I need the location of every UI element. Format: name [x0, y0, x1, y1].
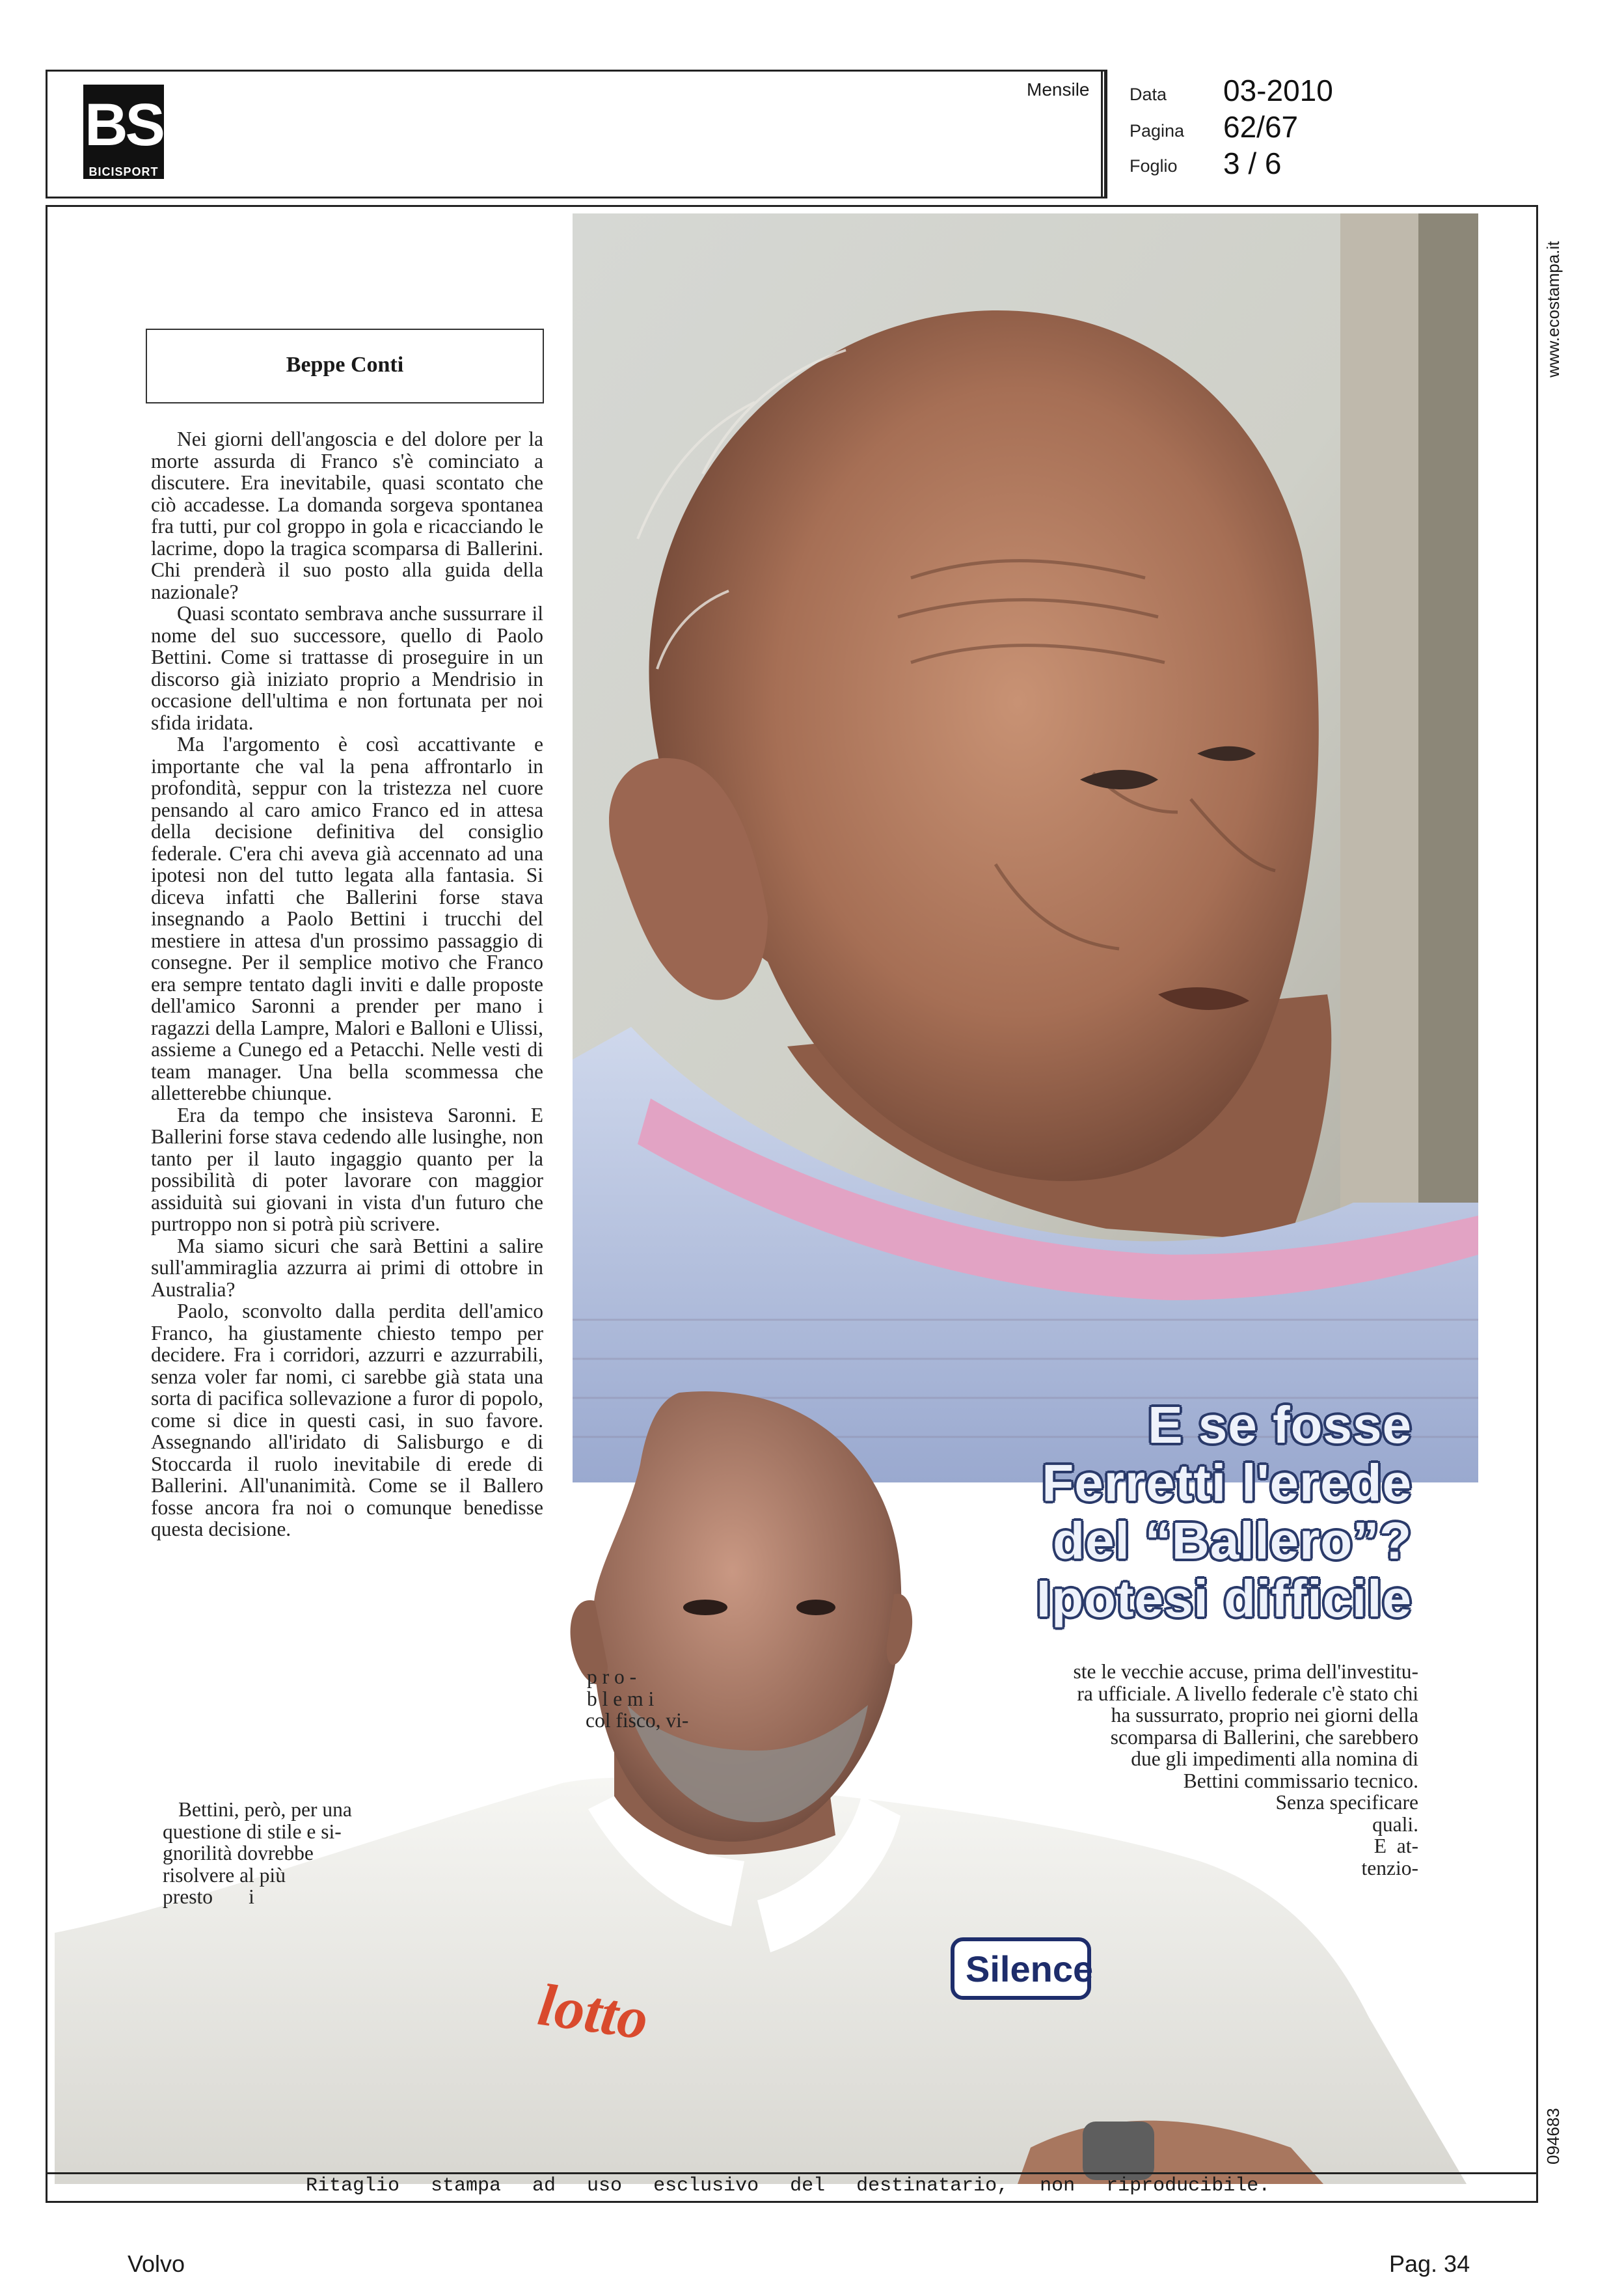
page-label: Pagina: [1130, 121, 1185, 141]
col3-line-9: E at-: [1374, 1835, 1418, 1857]
headline-line-3: del “Ballero”?: [1053, 1512, 1412, 1570]
col3-line-10: tenzio-: [1361, 1856, 1418, 1879]
col3-line-6: Bettini commissario tecnico.: [1183, 1769, 1418, 1792]
article-headline: [911, 1396, 1412, 1628]
logo-text: BS: [85, 92, 163, 158]
publication-logo: [83, 85, 164, 179]
author-name: Beppe Conti: [286, 353, 404, 377]
headline-line-1: E se fosse: [1148, 1396, 1412, 1454]
col2-line-2: b l e m i: [587, 1687, 655, 1710]
shirt-brand-logo: lotto: [534, 1971, 653, 2053]
col3-line-5: due gli impedimenti alla nomina di: [1131, 1747, 1418, 1770]
article-column-3: [1002, 1661, 1418, 1879]
col3-line-2: ra ufficiale. A livello federale c'è stato chi: [1077, 1682, 1418, 1705]
portrait-illustration: [573, 213, 1478, 1482]
website-label: www.ecostampa.it: [1543, 241, 1563, 377]
author-box: [146, 329, 544, 403]
tail-line-5: presto i: [163, 1885, 254, 1908]
col3-line-3: ha sussurrato, proprio nei giorni della: [1111, 1704, 1418, 1726]
col3-line-7: Senza specificare: [1275, 1791, 1418, 1814]
client-name: Volvo: [128, 2250, 185, 2277]
clipping-note: Ritaglio stampa ad uso esclusivo del destinatario, non riproducibile.: [306, 2175, 1271, 2197]
clipping-note-bar: [47, 2172, 1536, 2174]
periodicity: Mensile: [1027, 79, 1090, 100]
sponsor-logo: Silence: [966, 1948, 1094, 1989]
paragraph-4: Era da tempo che insisteva Saronni. E Ballerini forse stava cedendo alle lusinghe, non tanto per il lauto ingaggio quanto per la possibilità di poter lavorare con maggior assiduità sui giovani in vista d'un futuro che purtroppo non si potrà più scrivere.: [151, 1103, 543, 1235]
sheet-value: 3 / 6: [1223, 146, 1282, 180]
header-divider: [1101, 70, 1107, 198]
portrait-photo-elderly-man: [573, 213, 1478, 1482]
page-number: Pag. 34: [1389, 2250, 1470, 2277]
date-value: 03-2010: [1223, 74, 1333, 107]
tail-line-2: questione di stile e si-: [163, 1820, 342, 1843]
sheet-label: Foglio: [1130, 156, 1178, 176]
headline-line-2: Ferretti l'erede: [1042, 1454, 1412, 1512]
page-value: 62/67: [1223, 110, 1299, 144]
article-column-2: [586, 1666, 716, 1732]
paragraph-1: Nei giorni dell'angoscia e del dolore per la morte assurda di Franco s'è cominciato a discutere. Era inevitabile, quasi scontato che ciò accadesse. La domanda sorgeva spontanea fra tutti, pur col groppo in gola e ricacciando le lacrime, dopo la tragica scomparsa di Ballerini. Chi prenderà il suo posto alla guida della nazionale?: [151, 428, 543, 603]
date-label: Data: [1130, 85, 1167, 104]
paragraph-3: Ma l'argomento è così accattivante e importante che val la pena affrontarlo in profondità, seppur con la tristezza nel cuore pensando al caro amico Franco ed in attesa della decisione definitiva del consiglio federale. C'era chi aveva già accennato ad una ipotesi non del tutto legata alla fantasia. Si diceva infatti che Ballerini forse stava insegnando a Paolo Bettini i trucchi del mestiere in attesa d'un prossimo passaggio di consegne. Per il semplice motivo che Franco era sempre tentato dagli inviti e dalle proposte dell'amico Saronni a prender per mano i ragazzi della Lampre, Malori e Balloni e Ulissi, assieme a Cunego ed a Petacchi. Nelle vesti di team manager. Una bella scommessa che alletterebbe chiunque.: [151, 733, 543, 1104]
headline-line-4: Ipotesi difficile: [1036, 1570, 1412, 1628]
code-label: 094683: [1543, 2108, 1563, 2164]
paragraph-6: Paolo, sconvolto dalla perdita dell'amico Franco, ha giustamente chiesto tempo per decidere. Fra i corridori, azzurri e azzurrabili, senza voler far nomi, ci sarebbe già stata una sorta di pacifica sollevazione a furor di popolo, come si dice in questi casi, in suo favore. Assegnando all'iridato di Salisburgo e di Stoccarda il ruolo inevitabile di erede di Ballerini. All'unanimità. Come se il Ballero fosse ancora fra noi o comunque benedisse questa decisione.: [151, 1300, 543, 1540]
col3-line-1: ste le vecchie accuse, prima dell'investitu-: [1073, 1660, 1418, 1683]
col2-line-3: col fisco, vi-: [586, 1709, 689, 1732]
paragraph-2: Quasi scontato sembrava anche sussurrare il nome del suo successore, quello di Paolo Bettini. Come si trattasse di proseguire in un discorso già iniziato proprio a Mendrisio in occasione dell'ultima e non fortunata per noi sfida iridata.: [151, 602, 543, 734]
col3-line-8: quali.: [1372, 1812, 1418, 1836]
col3-line-4: scomparsa di Ballerini, che sarebbero: [1110, 1725, 1418, 1749]
header-left-box: [46, 70, 1106, 198]
col2-line-1: p r o -: [587, 1665, 637, 1688]
article-column-1: [151, 428, 543, 1540]
paragraph-5: Ma siamo sicuri che sarà Bettini a salire sull'ammiraglia azzurra ai primi di ottobre in Australia?: [151, 1234, 543, 1301]
tail-line-3: gnorilità dovrebbe: [163, 1842, 314, 1864]
tail-line-1: Bettini, però, per una: [178, 1798, 352, 1821]
tail-line-4: risolvere al più: [163, 1863, 286, 1887]
article-column-1-tail: [163, 1799, 436, 1908]
logo-subtitle: BICISPORT: [88, 165, 159, 178]
